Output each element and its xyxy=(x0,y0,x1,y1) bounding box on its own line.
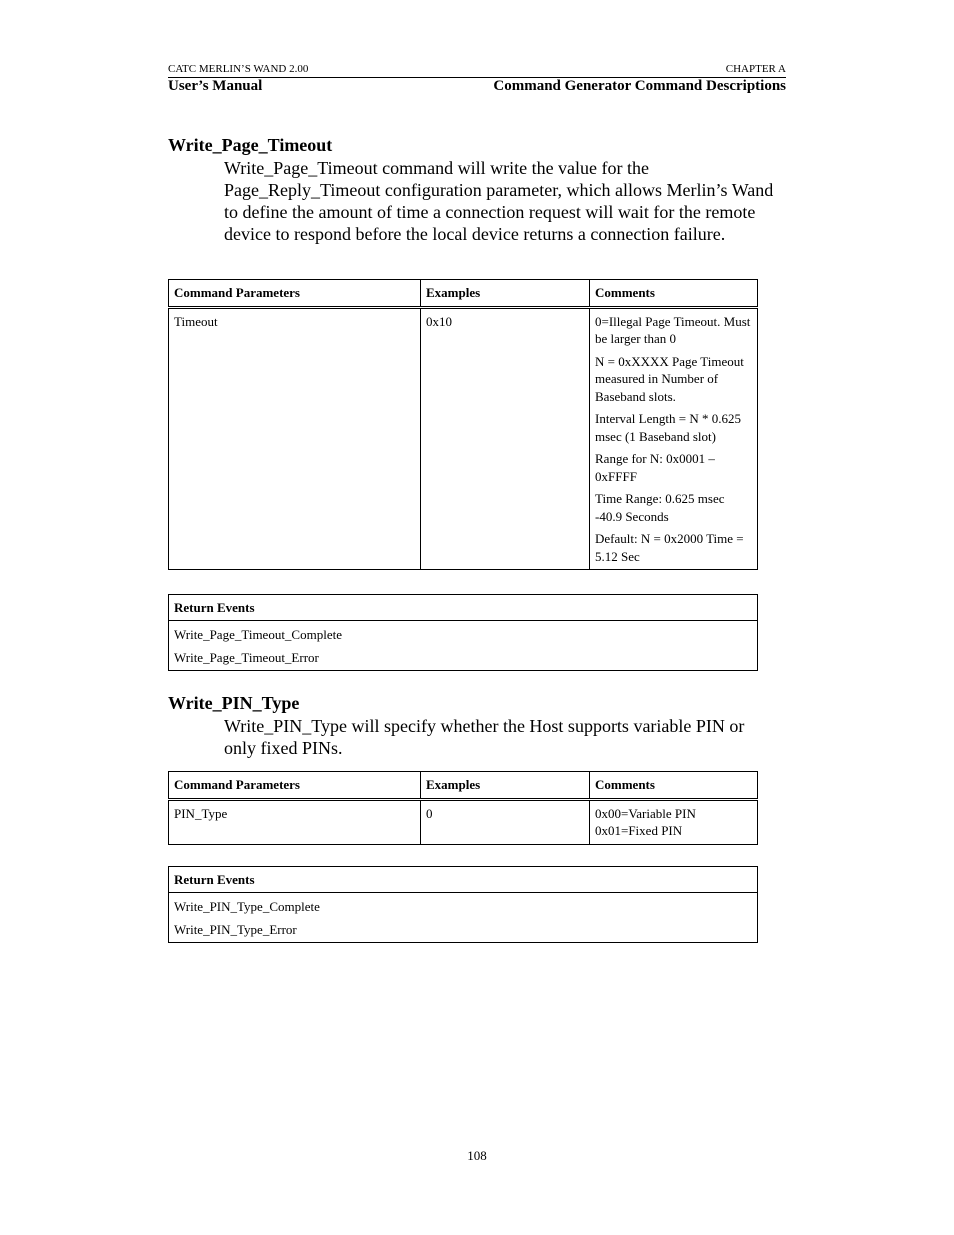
page-number: 108 xyxy=(467,1148,487,1163)
section-description: Write_Page_Timeout command will write the value for the Page_Reply_Timeout configuration parameter, which allows Merlin’s Wand to define the amount of time a connection request will wait for the remote device to respond before the local device returns a connection failure. xyxy=(224,158,774,244)
col-header-examples: Examples xyxy=(421,280,590,308)
return-events-table xyxy=(168,594,758,671)
running-header-bottom xyxy=(168,78,786,96)
table-row xyxy=(169,307,758,570)
comments-cell xyxy=(590,799,758,844)
section-title: Write_PIN_Type xyxy=(168,693,300,713)
return-events-table xyxy=(168,866,758,943)
table-row xyxy=(169,621,758,647)
table-header-row xyxy=(169,867,758,893)
comment-line: 0=Illegal Page Timeout. Must be larger than 0 xyxy=(595,313,751,346)
event-cell: Write_PIN_Type_Error xyxy=(169,918,758,943)
param-cell: Timeout xyxy=(169,307,421,570)
comment-line: Time Range: 0.625 msec -40.9 Seconds xyxy=(595,491,725,524)
command-parameters-table xyxy=(168,279,758,570)
table-row xyxy=(169,918,758,943)
col-header-parameters: Command Parameters xyxy=(169,772,421,800)
param-cell: PIN_Type xyxy=(169,799,421,844)
event-cell: Write_Page_Timeout_Error xyxy=(169,646,758,671)
comment-line: Range for N: 0x0001 – 0xFFFF xyxy=(595,451,715,484)
table-row xyxy=(169,646,758,671)
section-description: Write_PIN_Type will specify whether the Host supports variable PIN or only fixed PINs. xyxy=(224,716,745,758)
table-row xyxy=(169,799,758,844)
section-title: Write_Page_Timeout xyxy=(168,135,333,155)
header-section: Command Generator Command Descriptions xyxy=(493,78,786,94)
table-header-row xyxy=(169,280,758,308)
col-header-return-events: Return Events xyxy=(169,867,758,893)
event-cell: Write_Page_Timeout_Complete xyxy=(169,621,758,647)
comments-cell xyxy=(590,307,758,570)
table-row xyxy=(169,893,758,919)
running-header-top xyxy=(168,63,786,78)
example-cell: 0 xyxy=(421,799,590,844)
col-header-comments: Comments xyxy=(590,280,758,308)
comment-line: Interval Length = N * 0.625 msec (1 Baseband slot) xyxy=(595,411,741,444)
col-header-comments: Comments xyxy=(590,772,758,800)
col-header-parameters: Command Parameters xyxy=(169,280,421,308)
example-cell: 0x10 xyxy=(421,307,590,570)
header-product: CATC MERLIN’S WAND 2.00 xyxy=(168,63,309,75)
col-header-examples: Examples xyxy=(421,772,590,800)
comment-line: N = 0xXXXX Page Timeout measured in Number of Baseband slots. xyxy=(595,353,744,404)
comment-line: 0x00=Variable PIN xyxy=(595,805,696,821)
command-parameters-table xyxy=(168,771,758,845)
table-header-row xyxy=(169,595,758,621)
header-manual: User’s Manual xyxy=(168,78,263,94)
header-chapter: CHAPTER A xyxy=(725,63,786,75)
comment-line: Default: N = 0x2000 Time = 5.12 Sec xyxy=(595,531,744,564)
col-header-return-events: Return Events xyxy=(169,595,758,621)
comment-line: 0x01=Fixed PIN xyxy=(595,823,683,838)
event-cell: Write_PIN_Type_Complete xyxy=(169,893,758,919)
table-header-row xyxy=(169,772,758,800)
